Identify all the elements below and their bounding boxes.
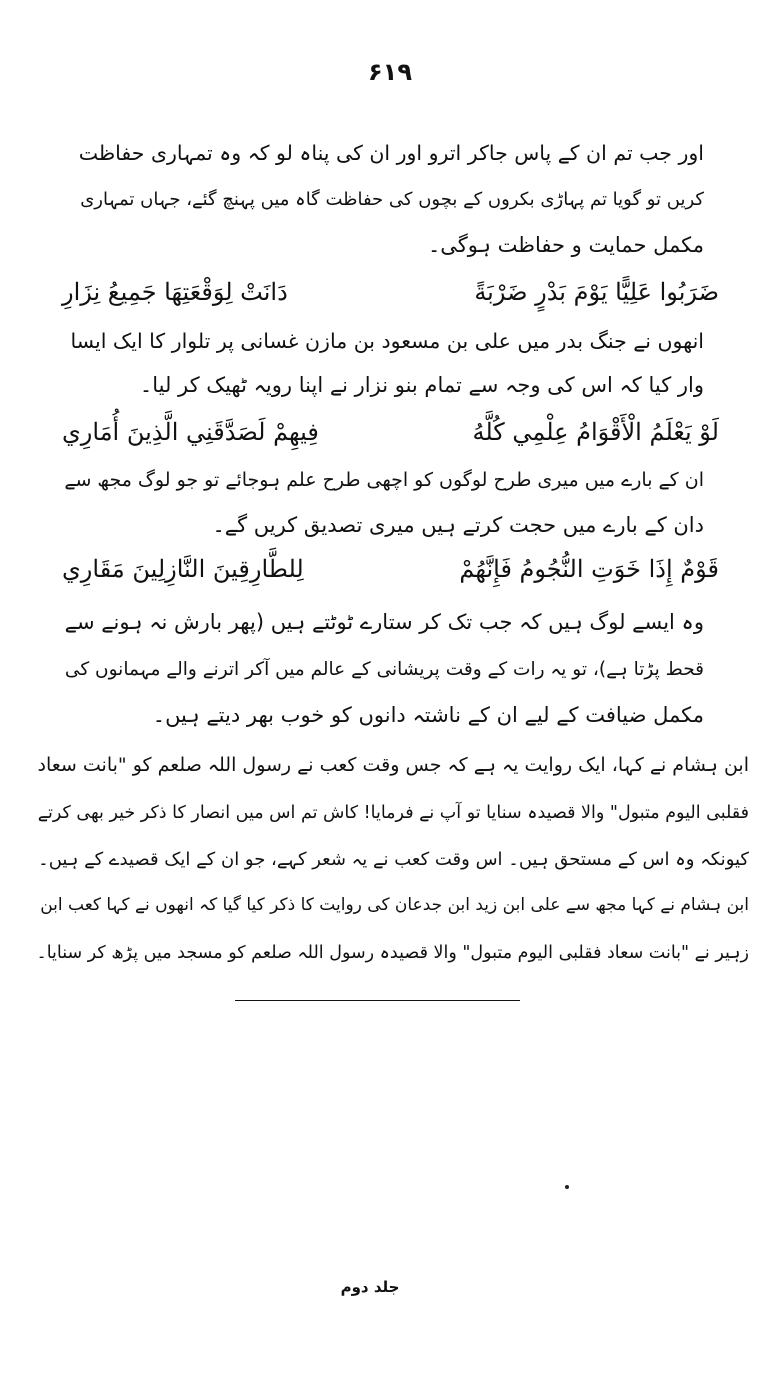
volume-footer: جلد دوم — [340, 1278, 400, 1296]
text-line: کریں تو گویا تم پہاڑی بکروں کے بچوں کی حفاظت گاہ میں پہنچ گئے، جہاں تمہاری — [80, 189, 704, 210]
text-line: مکمل حمایت و حفاظت ہوگی۔ — [427, 233, 704, 257]
verse-hemistich-first: لَوْ يَعْلَمُ الْأَقْوَامُ عِلْمِي كُلَّهُ — [472, 418, 719, 446]
text-line: مکمل ضیافت کے لیے ان کے ناشتہ دانوں کو خوب بھر دیتے ہیں۔ — [152, 703, 704, 727]
scan-speck — [565, 1185, 569, 1189]
text-line: وہ ایسے لوگ ہیں کہ جب تک کر ستارے ٹوٹتے ہیں (پھر بارش نہ ہونے سے — [64, 610, 704, 634]
text-line: انھوں نے جنگ بدر میں علی بن مسعود بن مازن غسانی پر تلوار کا ایک ایسا — [70, 329, 704, 353]
text-line: زہیر نے "بانت سعاد فقلبی الیوم متبول" والا قصیدہ رسول اللہ صلعم کو مسجد میں پڑھ کر سنایا۔ — [36, 943, 749, 963]
verse-hemistich-second: دَانَتْ لِوَقْعَتِهَا جَمِيعُ نِزَارِ — [62, 278, 288, 306]
verse-hemistich-first: قَوْمٌ إِذَا خَوَتِ النُّجُومُ فَإِنَّهُمْ — [459, 555, 719, 583]
text-line: وار کیا کہ اس کی وجہ سے تمام بنو نزار نے اپنا رویہ ٹھیک کر لیا۔ — [139, 373, 704, 397]
verse-hemistich-second: لِلطَّارِقِينَ النَّازِلِينَ مَقَارِي — [62, 555, 304, 583]
text-line: ابن ہشام نے کہا مجھ سے علی ابن زید ابن جدعان کی روایت کا ذکر کیا گیا کہ انھوں نے کہا کعب ابن — [40, 895, 749, 915]
text-line: کیونکہ وہ اس کے مستحق ہیں۔ اس وقت کعب نے یہ شعر کہے، جو ان کے ایک قصیدے کے ہیں۔ — [38, 849, 749, 870]
verse-hemistich-first: ضَرَبُوا عَلِيًّا يَوْمَ بَدْرٍ ضَرْبَةً — [474, 278, 719, 306]
text-line: دان کے بارے میں حجت کرتے ہیں میری تصدیق کریں گے۔ — [212, 513, 704, 537]
text-line: ان کے بارے میں میری طرح لوگوں کو اچھی طرح علم ہوجائے تو جو لوگ مجھ سے — [64, 469, 704, 491]
text-line: فقلبی الیوم متبول" والا قصیدہ سنایا تو آپ نے فرمایا! کاش تم اس میں انصار کا ذکر خیر بھی کرتے — [37, 803, 749, 823]
verse-hemistich-second: فِيهِمْ لَصَدَّقَنِي الَّذِينَ أُمَارِي — [62, 418, 319, 446]
text-line: قحط پڑتا ہے)، تو یہ رات کے وقت پریشانی کے عالم میں آکر اترنے والے مہمانوں کی — [64, 659, 704, 680]
page-number: ۶۱۹ — [368, 58, 412, 86]
text-line: اور جب تم ان کے پاس جاکر اترو اور ان کی پناہ لو کہ وہ تمہاری حفاظت — [78, 141, 704, 165]
section-divider — [235, 1000, 520, 1001]
text-line: ابن ہشام نے کہا، ایک روایت یہ ہے کہ جس وقت کعب نے رسول اللہ صلعم کو "بانت سعاد — [37, 754, 749, 776]
